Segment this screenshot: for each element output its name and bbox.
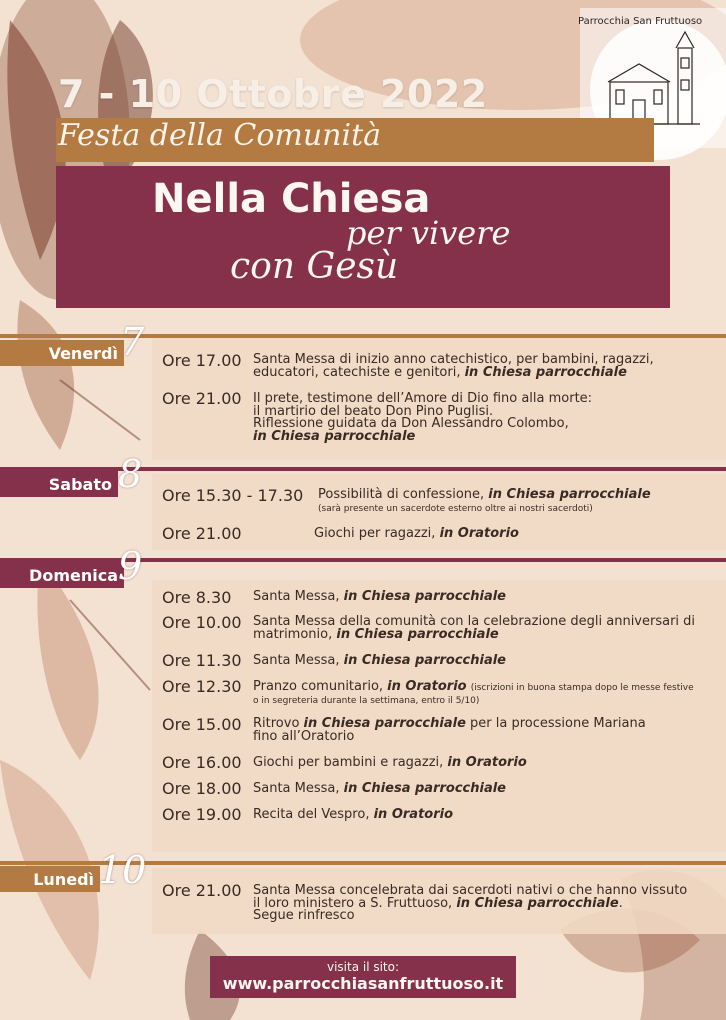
event-description: Santa Messa, in Chiesa parrocchiale	[253, 653, 506, 668]
day-label: Domenica	[29, 565, 118, 585]
event-description: Giochi per ragazzi, in Oratorio	[314, 526, 519, 541]
event-time: Ore 17.00	[162, 351, 242, 370]
website-link[interactable]: www.parrocchiasanfruttuoso.it	[222, 974, 504, 993]
event-time: Ore 16.00	[162, 753, 242, 772]
day-tab-lunedi	[0, 866, 100, 892]
event-description: Ritrovo in Chiesa parrocchiale per la processione Mariana fino all’Oratorio	[253, 716, 646, 744]
event-description: Santa Messa concelebrata dai sacerdoti nativi o che hanno vissuto il loro ministero a S. Fruttuoso, in Chiesa parrocchiale. Segue rinfresco	[253, 883, 688, 923]
event-description: Santa Messa, in Chiesa parrocchiale	[253, 781, 506, 796]
day-label: Venerdì	[48, 343, 118, 363]
day-tab-sabato	[0, 471, 118, 497]
event-description: Giochi per bambini e ragazzi, in Oratorio	[253, 755, 527, 770]
event-description: Pranzo comunitario, in Oratorio (iscrizioni in buona stampa dopo le messe festive o in segreteria durante la settimana, entro il 5/10)	[253, 679, 694, 706]
event-dates: 7 - 10 Ottobre 2022	[58, 72, 488, 116]
event-time: Ore 8.30	[162, 588, 232, 607]
day-number: 7	[120, 320, 145, 364]
day-tab-venerdi	[0, 340, 124, 366]
church-icon	[600, 28, 704, 132]
day-label: Sabato	[48, 474, 112, 494]
event-description: Possibilità di confessione, in Chiesa parrocchiale (sarà presente un sacerdote esterno oltre ai nostri sacerdoti)	[318, 487, 651, 514]
event-time: Ore 15.00	[162, 715, 242, 734]
event-time: Ore 15.30 - 17.30	[162, 486, 304, 505]
event-time: Ore 18.00	[162, 779, 242, 798]
day-number: 8	[118, 452, 143, 496]
event-time: Ore 21.00	[162, 389, 242, 408]
event-time: Ore 11.30	[162, 651, 242, 670]
event-time: Ore 21.00	[162, 524, 242, 543]
day-number: 10	[98, 848, 147, 892]
title-script-2: con Gesù	[230, 246, 399, 287]
title-main: Nella Chiesa	[152, 176, 431, 222]
event-time: Ore 21.00	[162, 881, 242, 900]
event-description: Il prete, testimone dell’Amore di Dio fino alla morte: il martirio del beato Don Pino Puglisi. Riflessione guidata da Don Alessandro Colombo, in Chiesa parrocchiale	[253, 391, 593, 444]
title-script-1: per vivere	[346, 214, 511, 252]
event-time: Ore 12.30	[162, 677, 242, 696]
festival-name: Festa della Comunità	[58, 118, 382, 153]
event-description: Santa Messa di inizio anno catechistico, per bambini, ragazzi, educatori, catechiste e genitori, in Chiesa parrocchiale	[253, 352, 654, 380]
website-label: visita il sito:	[326, 960, 400, 974]
event-time: Ore 10.00	[162, 613, 242, 632]
event-description: Santa Messa della comunità con la celebrazione degli anniversari di matrimonio, in Chiesa parrocchiale	[253, 614, 696, 642]
parish-name: Parrocchia San Fruttuoso	[578, 16, 703, 27]
day-label: Lunedì	[33, 869, 94, 889]
event-description: Santa Messa, in Chiesa parrocchiale	[253, 589, 506, 604]
day-number: 9	[118, 544, 143, 588]
event-description: Recita del Vespro, in Oratorio	[253, 807, 454, 822]
event-time: Ore 19.00	[162, 805, 242, 824]
day-tab-domenica	[0, 562, 124, 588]
